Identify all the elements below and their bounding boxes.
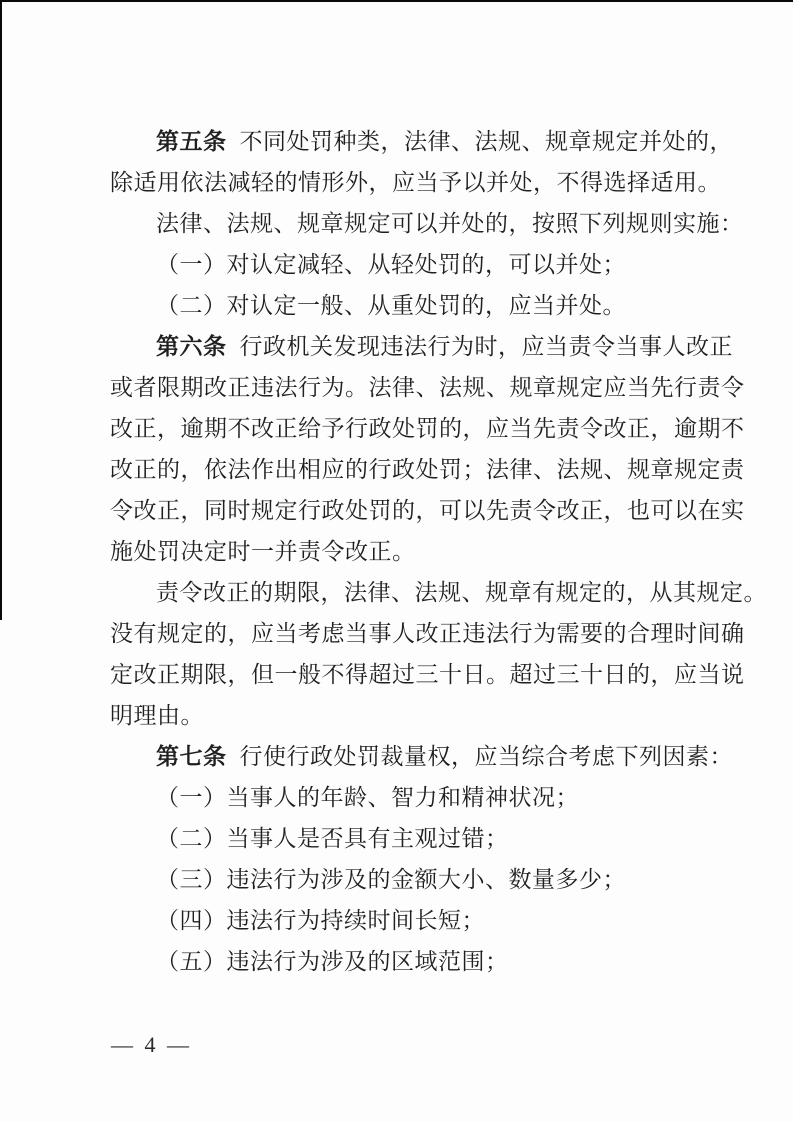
text-line: （二）对认定一般、从重处罚的，应当并处。 [156, 293, 626, 318]
text-line: 明理由。 [110, 703, 204, 728]
article-number: 第五条 [156, 129, 227, 154]
text-line: （一）对认定减轻、从轻处罚的，可以并处； [156, 252, 626, 277]
text-line: 或者限期改正违法行为。法律、法规、规章规定应当先行责令 [110, 375, 745, 400]
article-heading-line: 第七条 行使行政处罚裁量权，应当综合考虑下列因素： [156, 744, 733, 769]
text-line: （一）当事人的年龄、智力和精神状况； [156, 785, 579, 810]
document-body [110, 121, 767, 982]
text-line: （四）违法行为持续时间长短； [156, 908, 485, 933]
article-heading-line: 第六条 行政机关发现违法行为时，应当责令当事人改正 [156, 334, 733, 359]
text-line: 定改正期限，但一般不得超过三十日。超过三十日的，应当说 [110, 662, 745, 687]
text-line: 法律、法规、规章规定可以并处的，按照下列规则实施： [156, 211, 744, 236]
article-heading-line: 第五条 不同处罚种类，法律、法规、规章规定并处的， [156, 129, 733, 154]
article-number: 第七条 [156, 744, 227, 769]
text-line: 责令改正的期限，法律、法规、规章有规定的，从其规定。 [156, 580, 767, 605]
text-line: （五）违法行为涉及的区域范围； [156, 949, 509, 974]
text-line: 除适用依法减轻的情形外，应当予以并处，不得选择适用。 [110, 170, 721, 195]
page-footer [111, 1031, 192, 1059]
text-line: 改正的，依法作出相应的行政处罚；法律、法规、规章规定责 [110, 457, 745, 482]
text-line: 令改正，同时规定行政处罚的，可以先责令改正，也可以在实 [110, 498, 745, 523]
text-line: （三）违法行为涉及的金额大小、数量多少； [156, 867, 626, 892]
scan-edge-left-artifact [0, 0, 2, 620]
text-line: 改正，逾期不改正给予行政处罚的，应当先责令改正，逾期不 [110, 416, 745, 441]
article-number: 第六条 [156, 334, 227, 359]
page-number: — 4 — [111, 1032, 192, 1057]
scan-edge-top-artifact [0, 0, 793, 2]
text-line: 没有规定的，应当考虑当事人改正违法行为需要的合理时间确 [110, 621, 745, 646]
text-line: 施处罚决定时一并责令改正。 [110, 539, 416, 564]
text-line: （二）当事人是否具有主观过错； [156, 826, 509, 851]
